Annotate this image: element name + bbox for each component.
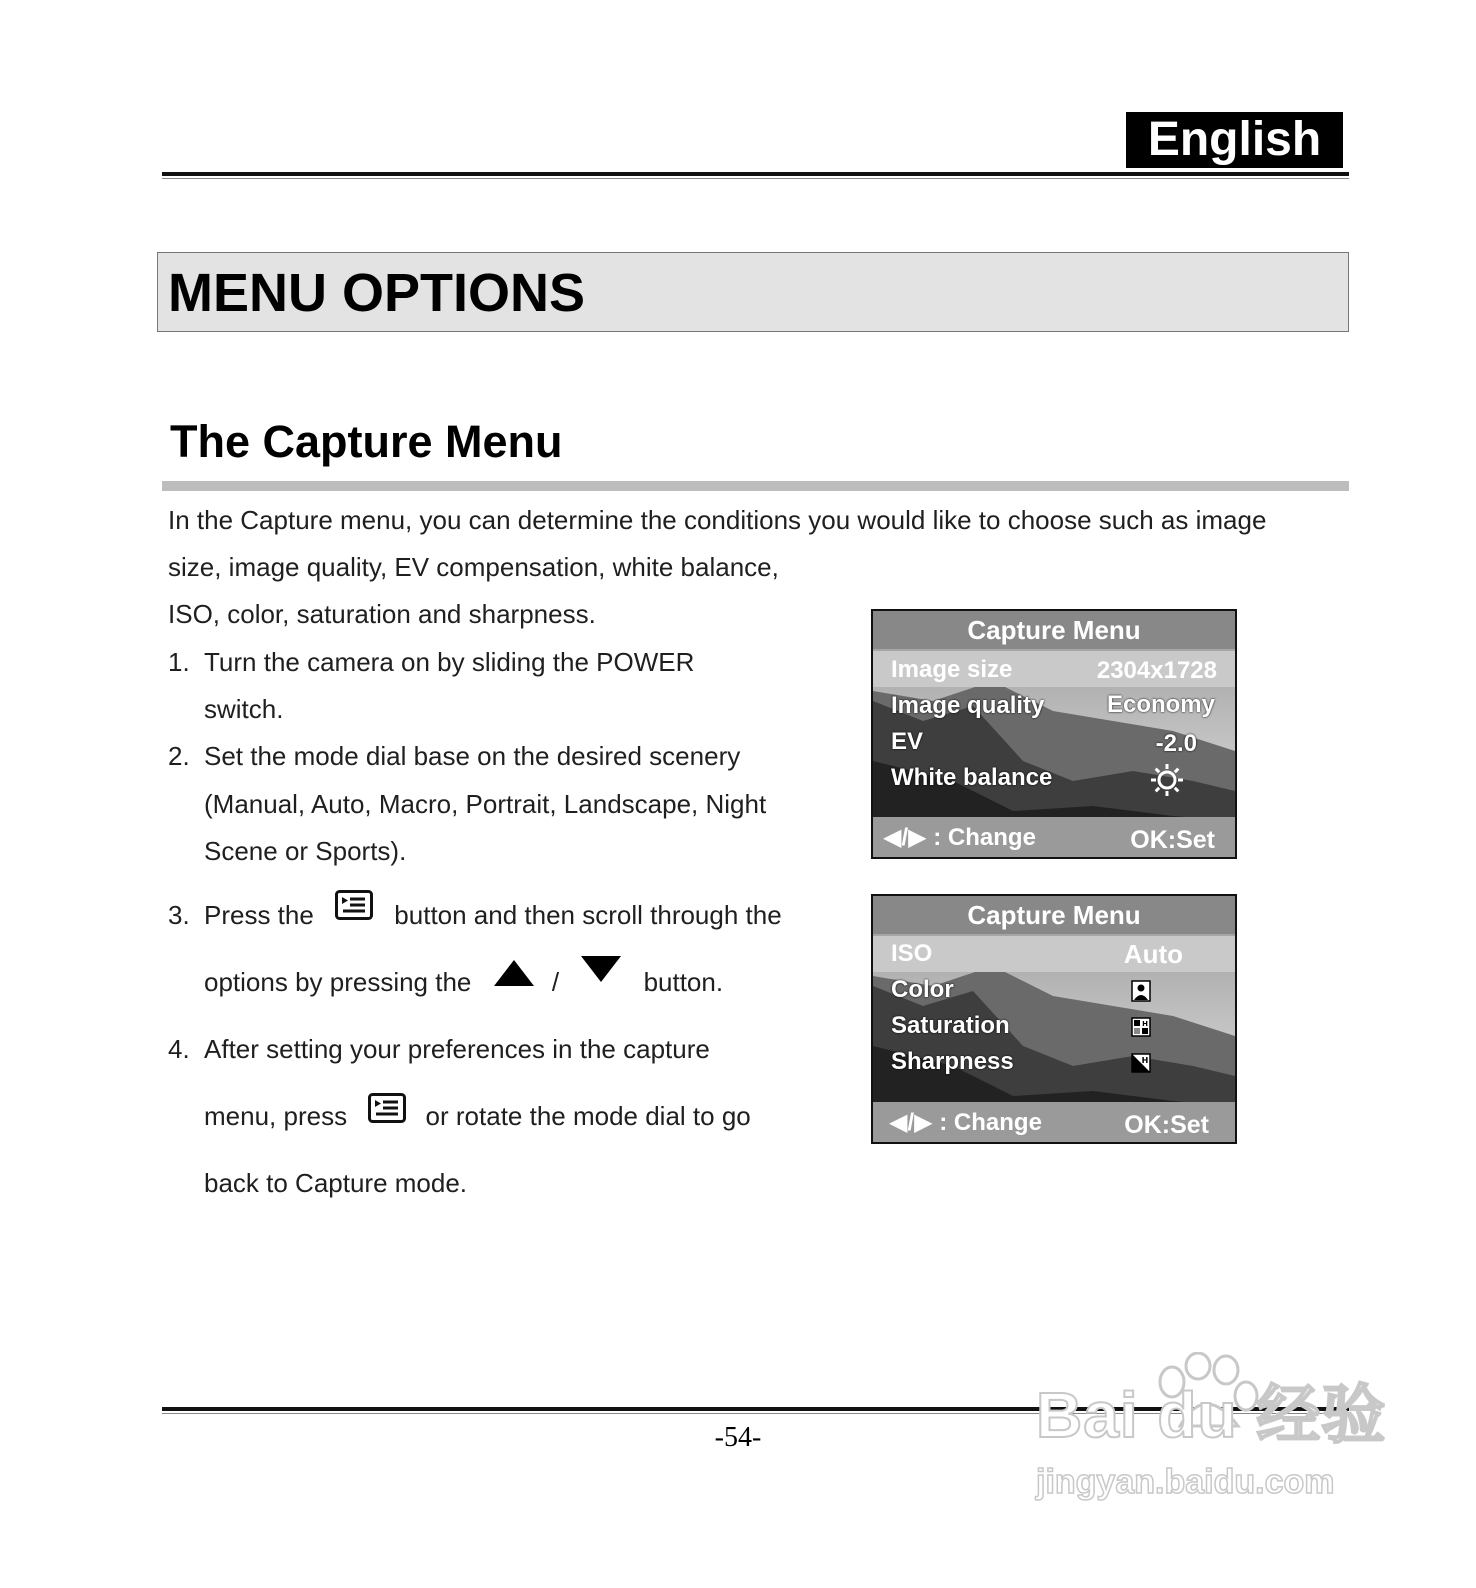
sharpness-icon xyxy=(1131,1053,1151,1078)
step-number: 3. xyxy=(168,900,190,930)
step-3-text-a: Press the xyxy=(204,900,314,930)
menu-row-label: Image size xyxy=(891,656,1013,683)
step-number: 1. xyxy=(168,647,190,677)
down-triangle-icon xyxy=(580,952,622,996)
step-2-line-3: Scene or Sports). xyxy=(204,836,407,866)
step-3-text-d: button. xyxy=(643,967,724,997)
svg-text:H: H xyxy=(1141,1056,1149,1065)
header-rule xyxy=(162,172,1349,176)
step-4-line-2 xyxy=(204,1094,751,1140)
step-3-line-2 xyxy=(204,960,723,1006)
intro-line-3: ISO, color, saturation and sharpness. xyxy=(168,599,596,629)
step-4-text-a: menu, press xyxy=(204,1101,348,1131)
intro-line-1: In the Capture menu, you can determine the conditions you would like to choose such as image xyxy=(168,505,1267,535)
menu-row-value: -2.0 xyxy=(1155,730,1197,757)
subsection-title: The Capture Menu xyxy=(170,416,563,467)
arrow-separator: / xyxy=(551,967,560,997)
menu-row-label: White balance xyxy=(891,764,1053,791)
step-3-line-1 xyxy=(204,893,782,939)
intro-line-2: size, image quality, EV compensation, white balance, xyxy=(168,552,779,582)
footer-set-hint: OK:Set xyxy=(1130,826,1215,854)
step-2-line-1: Set the mode dial base on the desired scenery xyxy=(204,741,741,771)
subsection-rule xyxy=(162,481,1349,491)
step-1-line-2: switch. xyxy=(204,694,284,724)
step-2-line-2: (Manual, Auto, Macro, Portrait, Landscape, Night xyxy=(204,789,767,819)
camera-screen-color-settings xyxy=(871,894,1237,1144)
camera-screen-image-settings xyxy=(871,609,1237,859)
page-number: -54- xyxy=(714,1422,762,1453)
saturation-icon xyxy=(1131,1017,1151,1042)
step-3-text-c: options by pressing the xyxy=(204,967,472,997)
menu-row-label: Color xyxy=(891,976,954,1003)
up-triangle-icon xyxy=(493,956,535,1000)
step-3-text-b: button and then scroll through the xyxy=(394,900,782,930)
step-4-text-b: or rotate the mode dial to go xyxy=(425,1101,751,1131)
step-1-line-1: Turn the camera on by sliding the POWER xyxy=(204,647,695,677)
menu-row-value: Auto xyxy=(1123,939,1183,969)
language-badge: English xyxy=(1126,112,1343,168)
menu-button-icon xyxy=(335,889,373,933)
menu-row-label: Image quality xyxy=(891,692,1045,719)
menu-button-icon xyxy=(368,1092,406,1136)
watermark-brand: Bai du 经验 xyxy=(1036,1379,1387,1451)
menu-row-value: Economy xyxy=(1106,691,1215,718)
menu-row-label: EV xyxy=(891,728,924,755)
step-number: 2. xyxy=(168,741,190,771)
step-4-line-1: After setting your preferences in the capture xyxy=(204,1034,710,1064)
screen-title: Capture Menu xyxy=(873,611,1235,649)
svg-text:H: H xyxy=(1142,1020,1148,1028)
header-rule-thin xyxy=(162,178,1349,179)
menu-row-value: 2304x1728 xyxy=(1096,657,1217,684)
menu-row-label: Sharpness xyxy=(891,1048,1014,1075)
menu-row-label: ISO xyxy=(891,940,933,967)
step-number: 4. xyxy=(168,1034,190,1064)
watermark-url: jingyan.baidu.com xyxy=(1036,1463,1335,1501)
footer-set-hint: OK:Set xyxy=(1124,1111,1209,1139)
screen-title: Capture Menu xyxy=(873,896,1235,934)
color-mode-icon xyxy=(1131,980,1151,1007)
menu-row-label: Saturation xyxy=(891,1012,1010,1039)
footer-change-hint: ◀/▶ : Change xyxy=(883,824,1036,851)
step-4-line-3: back to Capture mode. xyxy=(204,1168,468,1198)
footer-change-hint: ◀/▶ : Change xyxy=(889,1109,1042,1136)
sun-icon xyxy=(1149,762,1185,803)
section-title: MENU OPTIONS xyxy=(168,263,586,323)
